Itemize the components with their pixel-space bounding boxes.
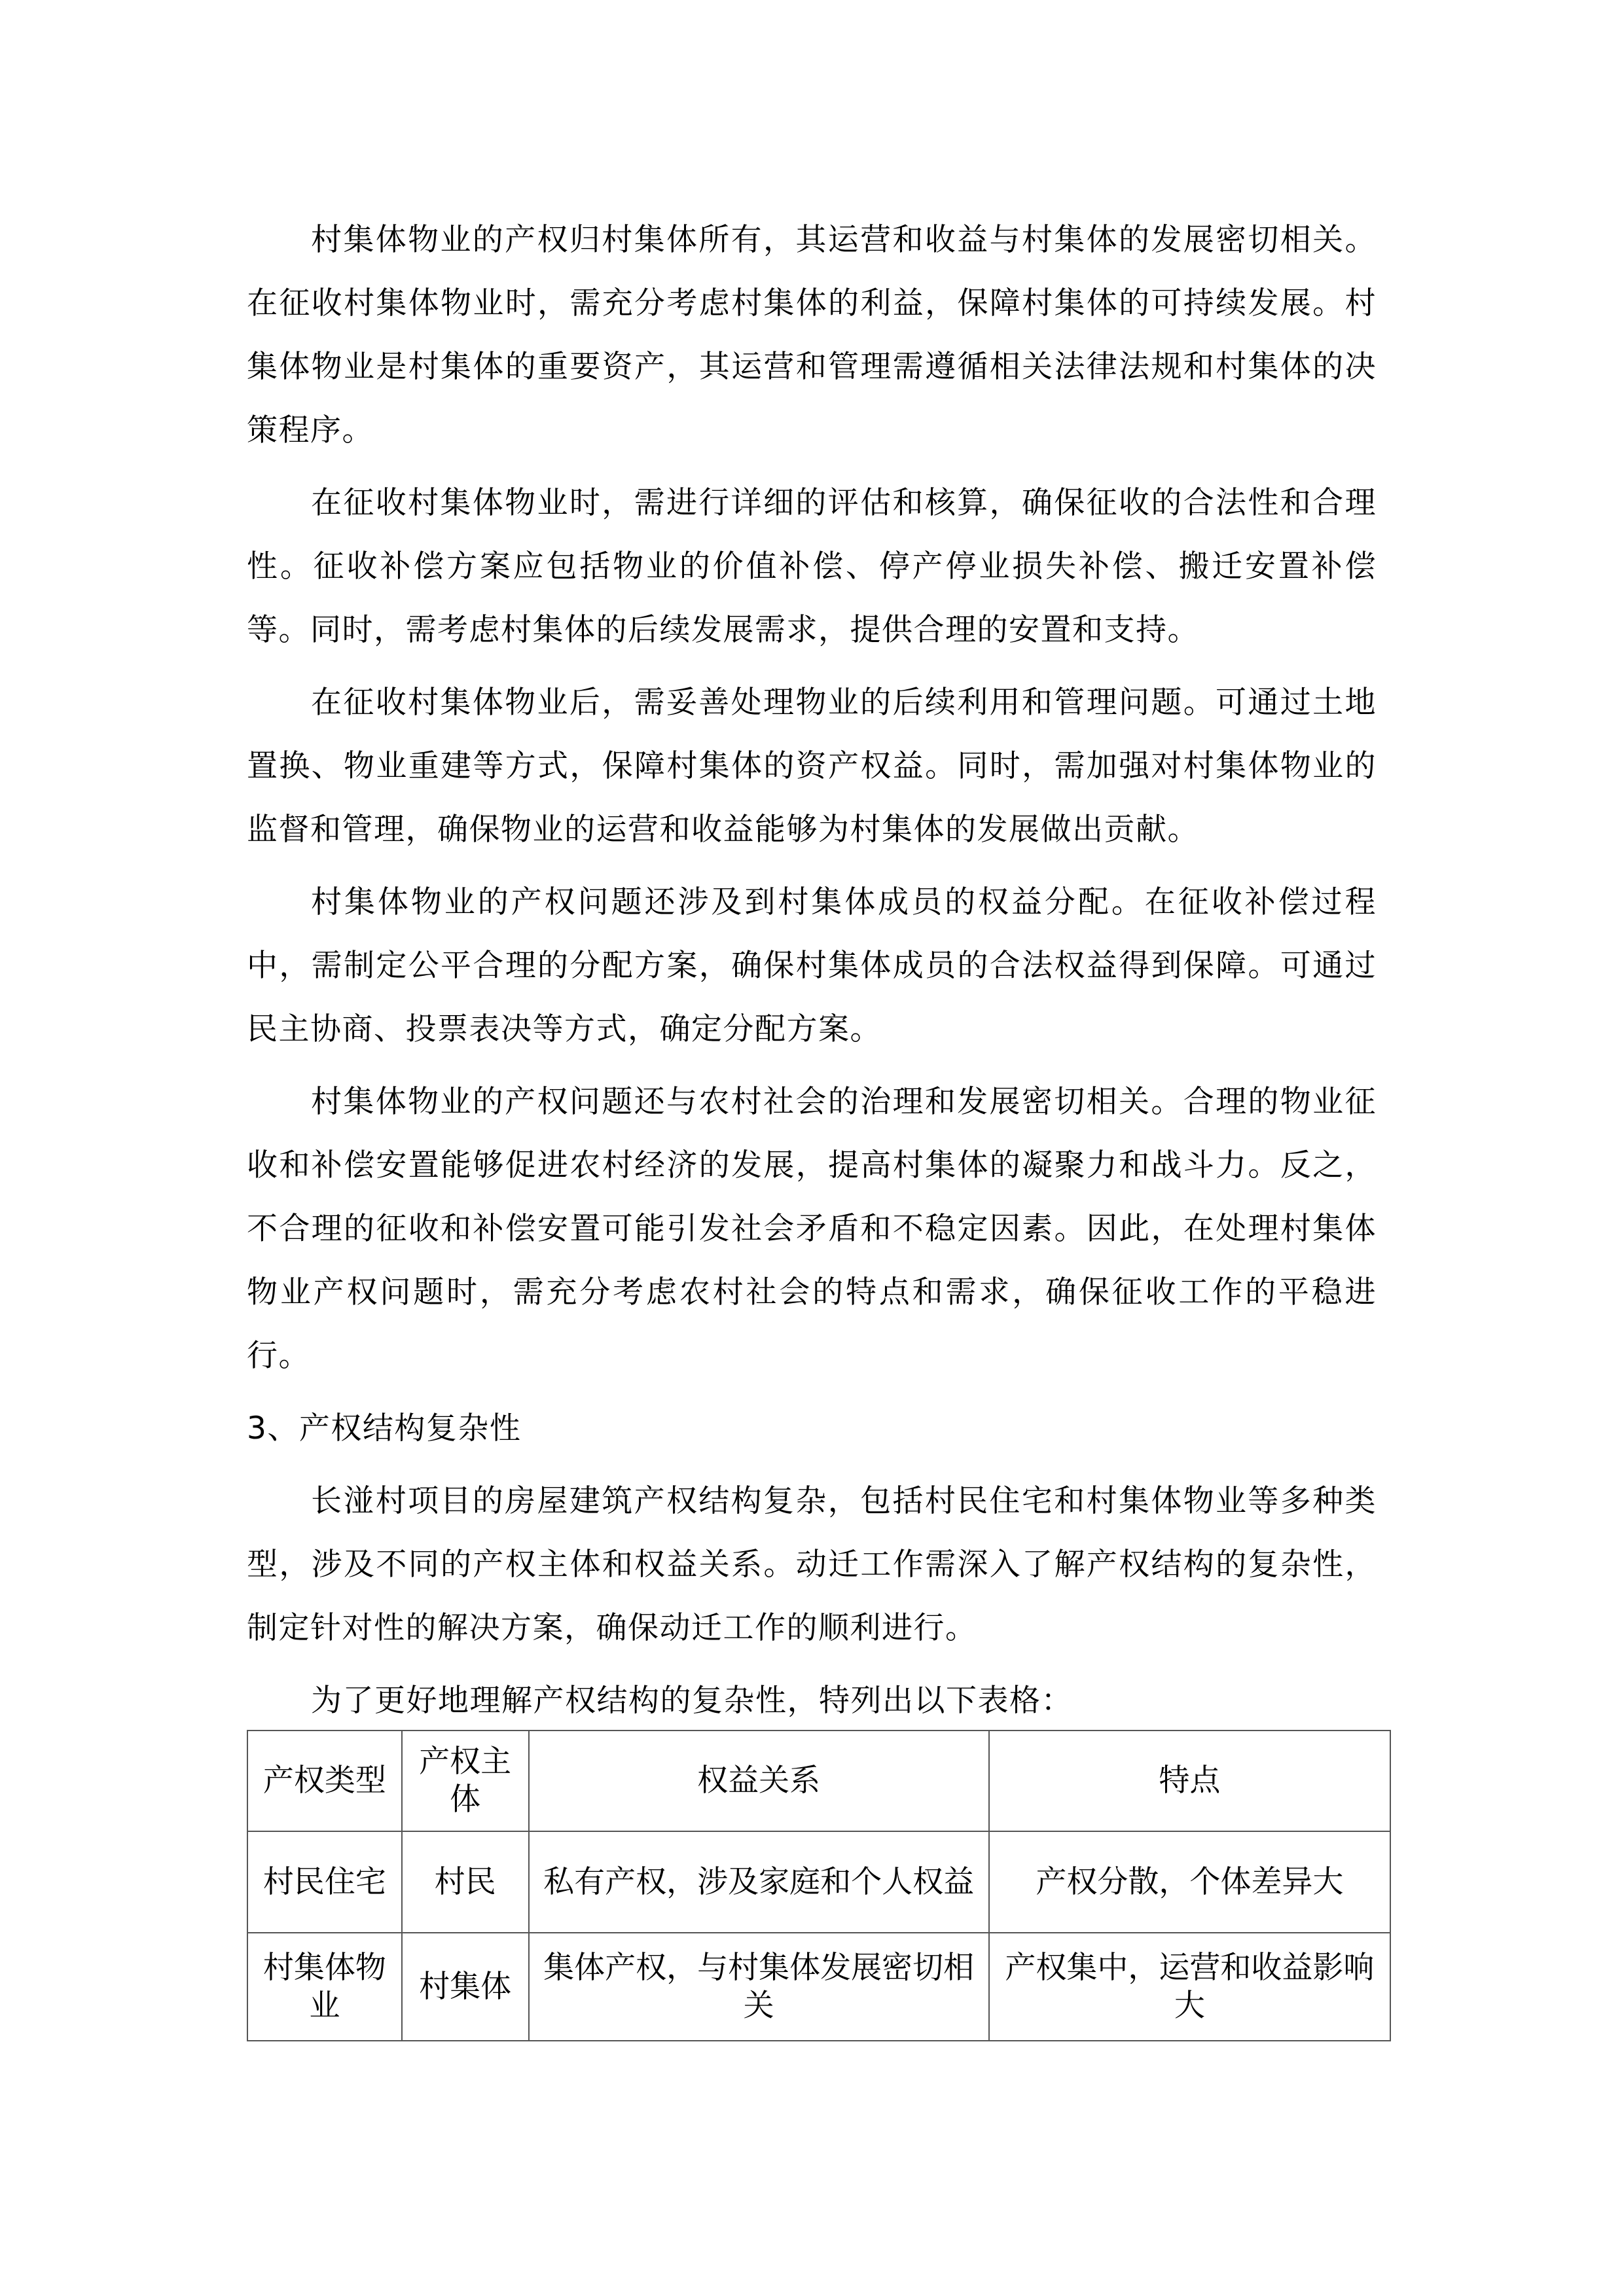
property-rights-table — [247, 1730, 1391, 2041]
paragraph: 村集体物业的产权问题还与农村社会的治理和发展密切相关。合理的物业征收和补偿安置能够促进农村经济的发展，提高村集体的凝聚力和战斗力。反之，不合理的征收和补偿安置可能引发社会矛盾和不稳定因素。因此，在处理村集体物业产权问题时，需充分考虑农村社会的特点和需求，确保征收工作的平稳进行。 — [247, 1084, 1377, 1374]
table-cell: 村民 — [402, 1831, 529, 1933]
header-cell: 特点 — [989, 1731, 1390, 1831]
table-cell: 村集体 — [402, 1933, 529, 2041]
paragraph: 村集体物业的产权归村集体所有，其运营和收益与村集体的发展密切相关。在征收村集体物业时，需充分考虑村集体的利益，保障村集体的可持续发展。村集体物业是村集体的重要资产，其运营和管理需遵循相关法律法规和村集体的决策程序。 — [247, 222, 1377, 448]
table-cell: 村集体物业 — [247, 1933, 402, 2041]
table-cell: 私有产权，涉及家庭和个人权益 — [529, 1831, 989, 1933]
header-cell: 产权主体 — [402, 1731, 529, 1831]
table-cell: 村民住宅 — [247, 1831, 402, 1933]
paragraph: 在征收村集体物业时，需进行详细的评估和核算，确保征收的合法性和合理性。征收补偿方案应包括物业的价值补偿、停产停业损失补偿、搬迁安置补偿等。同时，需考虑村集体的后续发展需求，提供合理的安置和支持。 — [247, 485, 1377, 648]
document-body — [247, 208, 1377, 1742]
paragraph: 为了更好地理解产权结构的复杂性，特列出以下表格： — [311, 1683, 1073, 1719]
paragraph: 村集体物业的产权问题还涉及到村集体成员的权益分配。在征收补偿过程中，需制定公平合理的分配方案，确保村集体成员的合法权益得到保障。可通过民主协商、投票表决等方式，确定分配方案。 — [247, 884, 1377, 1047]
table-row — [247, 1933, 1390, 2041]
paragraph: 在征收村集体物业后，需妥善处理物业的后续利用和管理问题。可通过土地置换、物业重建等方式，保障村集体的资产权益。同时，需加强对村集体物业的监督和管理，确保物业的运营和收益能够为村集体的发展做出贡献。 — [247, 685, 1377, 848]
header-cell: 产权类型 — [247, 1731, 402, 1831]
table-cell: 产权分散，个体差异大 — [989, 1831, 1390, 1933]
section-heading: 3、产权结构复杂性 — [247, 1410, 522, 1446]
paragraph: 长湴村项目的房屋建筑产权结构复杂，包括村民住宅和村集体物业等多种类型，涉及不同的产权主体和权益关系。动迁工作需深入了解产权结构的复杂性，制定针对性的解决方案，确保动迁工作的顺利进行。 — [247, 1483, 1377, 1646]
table-cell: 集体产权，与村集体发展密切相关 — [529, 1933, 989, 2041]
table-row — [247, 1831, 1390, 1933]
table-header-row — [247, 1731, 1390, 1831]
header-cell: 权益关系 — [529, 1731, 989, 1831]
table-cell: 产权集中，运营和收益影响大 — [989, 1933, 1390, 2041]
